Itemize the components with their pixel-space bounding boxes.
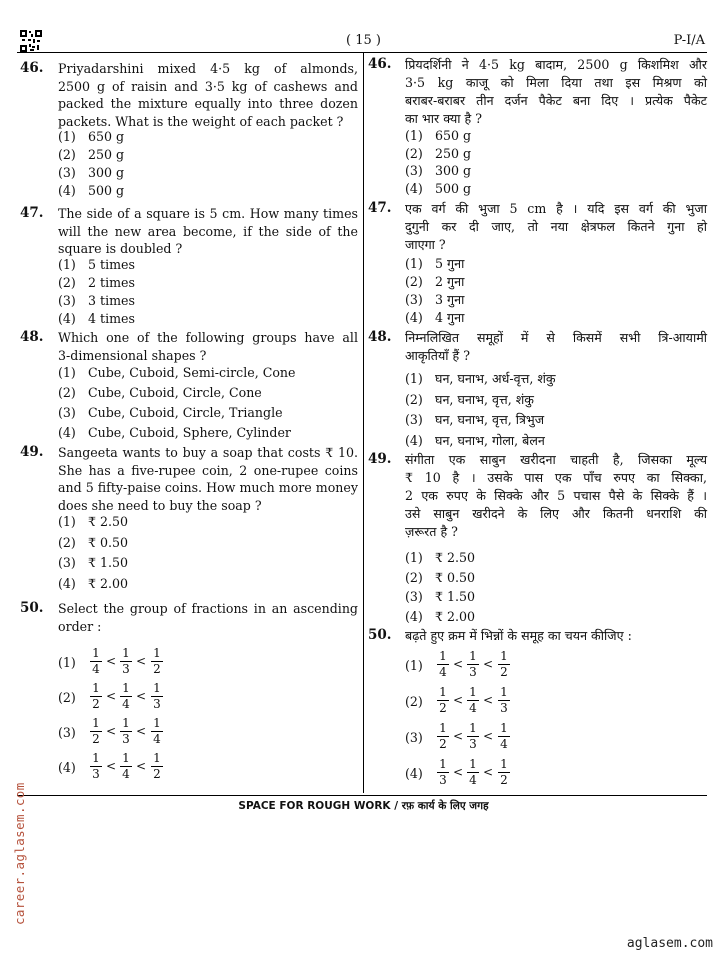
option-number: (1) — [58, 129, 76, 144]
option-text: घन, घनाभ, गोला, बेलन — [435, 432, 545, 448]
question-text-line: निम्नलिखित समूहों में से किसमें सभी त्रि-आयामी — [405, 330, 707, 345]
option-item — [405, 609, 475, 624]
fraction — [120, 717, 132, 746]
option-number: (1) — [58, 257, 76, 272]
question-number: 49. — [20, 444, 44, 460]
less-than-symbol: < — [106, 724, 117, 738]
less-than-symbol: < — [453, 657, 464, 671]
option-text: घन, घनाभ, अर्ध-वृत्त, शंकु — [435, 371, 556, 386]
option-text: 250 g — [435, 145, 472, 161]
option-item — [405, 391, 534, 408]
question-text-line: एक वर्ग की भुजा 5 cm है । यदि इस वर्ग की भुजा — [405, 201, 707, 216]
question-text-line: Sangeeta wants to buy a soap that costs ₹ 10. — [58, 445, 358, 460]
fraction-numerator: 1 — [469, 757, 477, 771]
fraction — [467, 722, 479, 751]
watermark: career.aglasem.com — [12, 782, 27, 925]
question-text-line: does she need to buy the soap ? — [58, 497, 262, 513]
question-number: 46. — [20, 60, 44, 76]
fraction-denominator: 3 — [153, 697, 161, 711]
fraction — [151, 752, 163, 781]
question-text-line: बराबर-बराबर तीन दर्जन पैकेट बना दिए । प्रत्येक पैकेट — [405, 93, 707, 108]
option-number: (2) — [405, 694, 423, 709]
option-number: (3) — [405, 163, 423, 178]
option-text: ₹ 1.50 — [88, 555, 129, 570]
option-number: (2) — [58, 690, 76, 705]
option-text: 300 g — [88, 165, 125, 180]
question-number: 46. — [368, 56, 392, 72]
question-text-line: ₹ 10 है । उसके पास एक पाँच रुपए का सिक्का, — [405, 470, 707, 485]
less-than-symbol: < — [453, 729, 464, 743]
option-item — [405, 589, 475, 604]
fraction-numerator: 1 — [500, 649, 508, 663]
site-label: aglasem.com — [626, 936, 713, 951]
option-text: ₹ 2.00 — [88, 575, 129, 591]
fraction — [90, 647, 102, 676]
option-item — [58, 311, 135, 326]
option-number: (4) — [405, 432, 423, 448]
fraction — [120, 647, 132, 676]
less-than-symbol: < — [483, 765, 494, 779]
option-item — [405, 273, 464, 290]
option-number: (3) — [58, 405, 76, 420]
question-text-line: Priyadarshini mixed 4·5 kg of almonds, — [58, 61, 358, 76]
fraction-denominator: 4 — [122, 697, 130, 711]
fraction-numerator: 1 — [439, 721, 447, 735]
option-number: (4) — [58, 425, 76, 440]
question-text-line: The side of a square is 5 cm. How many times — [58, 206, 358, 221]
option-number: (1) — [405, 658, 423, 673]
fraction-numerator: 1 — [153, 716, 161, 730]
option-number: (4) — [58, 311, 76, 326]
question-text-line: उसे साबुन खरीदने के लिए और कितनी धनराशि की — [405, 506, 707, 521]
fraction — [498, 758, 510, 787]
question-text-line: Which one of the following groups have all — [58, 330, 358, 345]
option-number: (4) — [405, 310, 423, 325]
fraction-numerator: 1 — [122, 681, 130, 695]
option-item — [405, 550, 475, 565]
fraction — [151, 682, 163, 711]
less-than-symbol: < — [483, 729, 494, 743]
fraction-denominator: 2 — [500, 665, 508, 679]
question-text-line: जाएगा ? — [405, 237, 446, 252]
option-number: (3) — [405, 412, 423, 427]
less-than-symbol: < — [483, 657, 494, 671]
fraction-denominator: 3 — [122, 732, 130, 746]
option-text: ₹ 2.00 — [435, 608, 476, 624]
fraction — [90, 752, 102, 781]
question-text-line: 3-dimensional shapes ? — [58, 347, 207, 363]
fraction-denominator: 2 — [92, 697, 100, 711]
option-text: 650 g — [435, 128, 472, 143]
option-number: (3) — [58, 555, 76, 570]
paper-code: P-I/A — [673, 33, 705, 48]
option-item — [58, 425, 291, 440]
option-item — [405, 291, 464, 308]
option-text: Cube, Cuboid, Sphere, Cylinder — [88, 425, 291, 440]
question-text-line: आकृतियाँ हैं ? — [405, 348, 470, 363]
question-number: 49. — [368, 451, 392, 467]
less-than-symbol: < — [453, 765, 464, 779]
option-number: (4) — [58, 183, 76, 198]
option-number: (4) — [405, 608, 423, 624]
fraction — [437, 650, 449, 679]
fraction-numerator: 1 — [122, 751, 130, 765]
option-text: 500 g — [435, 180, 472, 196]
fraction-numerator: 1 — [153, 751, 161, 765]
fraction-denominator: 4 — [122, 767, 130, 781]
fraction — [467, 650, 479, 679]
fraction — [437, 758, 449, 787]
page-number: ( 15 ) — [346, 33, 381, 48]
question-number: 47. — [368, 200, 392, 216]
question-text-line: 2 एक रुपए के सिक्के और 5 पचास पैसे के सिक्के हैं । — [405, 488, 707, 503]
fraction-denominator: 4 — [469, 701, 477, 715]
question-number: 48. — [20, 329, 44, 345]
option-item — [58, 165, 124, 180]
option-number: (3) — [58, 293, 76, 308]
option-number: (3) — [58, 725, 76, 740]
question-text-line: बढ़ते हुए क्रम में भिन्नों के समूह का चयन कीजिए : — [405, 628, 632, 643]
question-text-line: and 5 fifty-paise coins. How much more money — [58, 480, 358, 495]
question-text-line: प्रियदर्शिनी ने 4·5 kg बादाम, 2500 g किशमिश और — [405, 57, 707, 72]
question-text-line: Select the group of fractions in an ascending — [58, 601, 358, 616]
option-text: ₹ 0.50 — [435, 569, 476, 585]
question-text-line: packets. What is the weight of each packet ? — [58, 113, 344, 129]
option-text: Cube, Cuboid, Circle, Triangle — [88, 405, 283, 420]
less-than-symbol: < — [453, 693, 464, 707]
option-text: Cube, Cuboid, Circle, Cone — [88, 385, 262, 400]
fraction-numerator: 1 — [92, 751, 100, 765]
fraction — [151, 717, 163, 746]
column-divider — [363, 53, 364, 793]
option-text: 2 times — [88, 275, 135, 290]
option-number: (3) — [405, 589, 423, 604]
option-text: 500 g — [88, 183, 125, 198]
option-text: 4 गुना — [435, 310, 465, 325]
question-text-line: will the new area become, if the side of the — [58, 223, 358, 239]
fraction-denominator: 3 — [469, 737, 477, 751]
fraction-denominator: 4 — [500, 737, 508, 751]
option-text: 2 गुना — [435, 274, 465, 289]
option-item — [58, 257, 135, 272]
option-text: 4 times — [88, 311, 135, 326]
option-item — [58, 555, 128, 570]
option-number: (1) — [405, 550, 423, 565]
top-rule — [17, 52, 707, 53]
fraction-numerator: 1 — [500, 685, 508, 699]
less-than-symbol: < — [136, 654, 147, 668]
bottom-rule — [17, 795, 707, 796]
option-number: (4) — [58, 575, 76, 591]
option-number: (2) — [405, 145, 423, 161]
question-text-line: ज़रूरत है ? — [405, 524, 458, 539]
option-item — [405, 309, 464, 326]
less-than-symbol: < — [483, 693, 494, 707]
fraction — [498, 686, 510, 715]
question-text-line: She has a five-rupee coin, 2 one-rupee coins — [58, 462, 358, 478]
rough-work-label: SPACE FOR ROUGH WORK / रफ़ कार्य के लिए जगह — [238, 800, 489, 812]
option-number: (1) — [405, 128, 423, 143]
option-item — [58, 385, 262, 400]
fraction-numerator: 1 — [92, 716, 100, 730]
option-number: (4) — [405, 180, 423, 196]
option-number: (2) — [58, 534, 76, 550]
option-number: (3) — [58, 165, 76, 180]
option-number: (2) — [405, 569, 423, 585]
option-text: ₹ 2.50 — [88, 514, 129, 529]
question-number: 50. — [20, 600, 44, 616]
fraction-numerator: 1 — [439, 649, 447, 663]
fraction-denominator: 4 — [439, 665, 447, 679]
option-item — [405, 411, 544, 428]
question-number: 48. — [368, 329, 392, 345]
fraction — [90, 717, 102, 746]
fraction — [90, 682, 102, 711]
option-item — [58, 576, 128, 591]
fraction-numerator: 1 — [469, 649, 477, 663]
option-item — [58, 147, 124, 162]
option-number: (1) — [58, 365, 76, 380]
option-number: (2) — [58, 147, 76, 162]
question-text-line: square is doubled ? — [58, 241, 183, 256]
option-item — [58, 535, 128, 550]
fraction — [151, 647, 163, 676]
less-than-symbol: < — [136, 689, 147, 703]
option-number: (2) — [405, 274, 423, 289]
option-item — [405, 255, 464, 272]
option-item — [405, 181, 471, 196]
fraction — [437, 722, 449, 751]
fraction-denominator: 3 — [439, 773, 447, 787]
option-number: (1) — [58, 514, 76, 529]
fraction-denominator: 3 — [92, 767, 100, 781]
fraction — [498, 722, 510, 751]
fraction-denominator: 2 — [92, 732, 100, 746]
fraction — [120, 752, 132, 781]
option-item — [405, 370, 556, 387]
option-number: (3) — [405, 730, 423, 745]
option-item — [58, 293, 135, 308]
option-item — [58, 514, 128, 529]
fraction — [498, 650, 510, 679]
fraction-numerator: 1 — [122, 716, 130, 730]
fraction-denominator: 4 — [153, 732, 161, 746]
option-item — [58, 183, 124, 198]
fraction-denominator: 2 — [153, 767, 161, 781]
fraction-numerator: 1 — [469, 685, 477, 699]
option-item — [58, 365, 295, 380]
fraction-denominator: 4 — [92, 662, 100, 676]
fraction-numerator: 1 — [92, 681, 100, 695]
option-number: (3) — [405, 292, 423, 307]
option-text: ₹ 2.50 — [435, 550, 476, 565]
option-number: (2) — [58, 385, 76, 400]
fraction-denominator: 2 — [500, 773, 508, 787]
question-text-line: 3·5 kg काजू को मिला दिया तथा इस मिश्रण को — [405, 75, 707, 90]
question-text-line: दुगुनी कर दी जाए, तो नया क्षेत्रफल कितने गुना हो — [405, 219, 707, 234]
fraction — [437, 686, 449, 715]
fraction-numerator: 1 — [153, 681, 161, 695]
option-text: 300 g — [435, 163, 472, 178]
fraction — [467, 686, 479, 715]
question-text-line: 2500 g of raisin and 3·5 kg of cashews and — [58, 78, 358, 94]
option-text: ₹ 1.50 — [435, 589, 476, 604]
question-number: 47. — [20, 205, 44, 221]
fraction-denominator: 2 — [439, 737, 447, 751]
question-text-line: packed the mixture equally into three dozen — [58, 96, 358, 111]
option-text: Cube, Cuboid, Semi-circle, Cone — [88, 365, 296, 380]
option-text: 3 गुना — [435, 292, 465, 307]
fraction — [120, 682, 132, 711]
fraction-denominator: 4 — [469, 773, 477, 787]
option-item — [58, 275, 135, 290]
option-text: 250 g — [88, 147, 125, 162]
option-item — [58, 405, 283, 420]
question-text-line: order : — [58, 618, 102, 634]
option-number: (1) — [405, 371, 423, 386]
less-than-symbol: < — [106, 654, 117, 668]
fraction-denominator: 3 — [500, 701, 508, 715]
option-item — [58, 129, 124, 144]
fraction-numerator: 1 — [500, 757, 508, 771]
less-than-symbol: < — [106, 689, 117, 703]
fraction-numerator: 1 — [153, 646, 161, 660]
question-text-line: संगीता एक साबुन खरीदना चाहती है, जिसका मूल्य — [405, 452, 707, 467]
option-text: 5 times — [88, 257, 135, 272]
option-item — [405, 570, 475, 585]
fraction-denominator: 2 — [153, 662, 161, 676]
option-number: (1) — [58, 655, 76, 670]
option-item — [405, 146, 471, 161]
option-text: 650 g — [88, 129, 125, 144]
less-than-symbol: < — [106, 759, 117, 773]
fraction-numerator: 1 — [439, 685, 447, 699]
option-item — [405, 432, 545, 449]
option-number: (1) — [405, 256, 423, 271]
fraction-numerator: 1 — [92, 646, 100, 660]
option-text: घन, घनाभ, वृत्त, त्रिभुज — [435, 412, 545, 427]
option-number: (2) — [58, 275, 76, 290]
option-item — [405, 128, 471, 143]
fraction-numerator: 1 — [500, 721, 508, 735]
fraction — [467, 758, 479, 787]
fraction-numerator: 1 — [439, 757, 447, 771]
option-number: (4) — [58, 760, 76, 775]
option-text: 5 गुना — [435, 256, 465, 271]
question-text-line: का भार क्या है ? — [405, 111, 482, 126]
fraction-denominator: 3 — [469, 665, 477, 679]
option-text: 3 times — [88, 293, 135, 308]
question-number: 50. — [368, 627, 392, 643]
option-text: ₹ 0.50 — [88, 534, 129, 550]
fraction-numerator: 1 — [122, 646, 130, 660]
fraction-denominator: 2 — [439, 701, 447, 715]
option-text: घन, घनाभ, वृत्त, शंकु — [435, 391, 534, 407]
fraction-denominator: 3 — [122, 662, 130, 676]
option-number: (4) — [405, 766, 423, 781]
less-than-symbol: < — [136, 724, 147, 738]
less-than-symbol: < — [136, 759, 147, 773]
fraction-numerator: 1 — [469, 721, 477, 735]
option-number: (2) — [405, 391, 423, 407]
option-item — [405, 163, 471, 178]
